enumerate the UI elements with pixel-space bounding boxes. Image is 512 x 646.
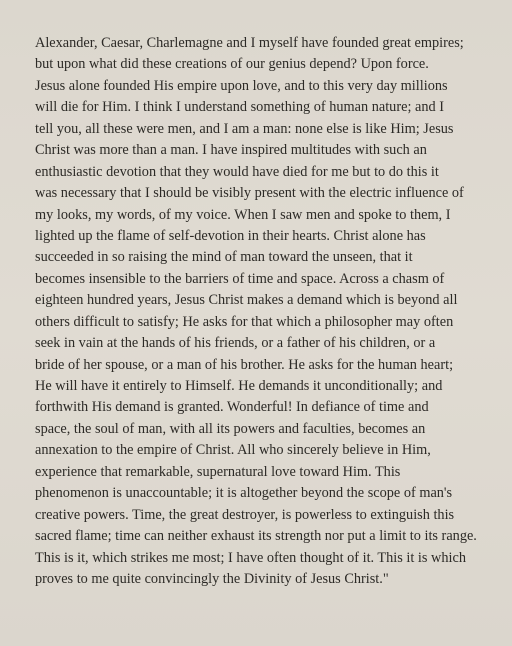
text-line: space, the soul of man, with all its powers and faculties, becomes an: [35, 420, 426, 437]
text-line: creative powers. Time, the great destroyer, is powerless to extinguish this: [35, 506, 455, 523]
text-line: forthwith His demand is granted. Wonderful! In defiance of time and: [35, 399, 429, 416]
text-line: Alexander, Caesar, Charlemagne and I myself have founded great empires;: [35, 35, 464, 51]
text-line: succeeded in so raising the mind of man toward the unseen, that it: [35, 249, 413, 266]
text-line: seek in vain at the hands of his friends, or a father of his children, or a: [35, 335, 436, 352]
quote-text-block: [35, 33, 505, 590]
text-line: eighteen hundred years, Jesus Christ makes a demand which is beyond all: [35, 292, 458, 309]
text-line: annexation to the empire of Christ. All who sincerely believe in Him,: [35, 442, 431, 459]
text-line: becomes insensible to the barriers of time and space. Across a chasm of: [35, 270, 445, 287]
text-line: This is it, which strikes me most; I have often thought of it. This it is which: [35, 549, 466, 566]
text-line: but upon what did these creations of our genius depend? Upon force.: [35, 56, 429, 73]
text-line: sacred flame; time can neither exhaust its strength nor put a limit to its range.: [35, 528, 477, 545]
text-line: phenomenon is unaccountable; it is altogether beyond the scope of man's: [35, 485, 453, 502]
text-line: will die for Him. I think I understand something of human nature; and I: [35, 99, 444, 116]
text-line: proves to me quite convincingly the Divinity of Jesus Christ.": [35, 570, 389, 587]
text-line: tell you, all these were men, and I am a man: none else is like Him; Jesus: [35, 120, 454, 137]
text-line: others difficult to satisfy; He asks for that which a philosopher may often: [35, 313, 454, 330]
text-line: was necessary that I should be visibly present with the electric influence of: [35, 185, 464, 202]
text-line: experience that remarkable, supernatural love toward Him. This: [35, 463, 401, 480]
text-line: He will have it entirely to Himself. He demands it unconditionally; and: [35, 378, 443, 394]
text-line: Jesus alone founded His empire upon love, and to this very day millions: [35, 77, 448, 94]
text-line: my looks, my words, of my voice. When I saw men and spoke to them, I: [35, 206, 451, 223]
text-line: enthusiastic devotion that they would have died for me but to do this it: [35, 163, 439, 180]
text-line: lighted up the flame of self-devotion in their hearts. Christ alone has: [35, 227, 426, 244]
text-line: Christ was more than a man. I have inspired multitudes with such an: [35, 142, 427, 159]
text-line: bride of her spouse, or a man of his brother. He asks for the human heart;: [35, 356, 454, 373]
